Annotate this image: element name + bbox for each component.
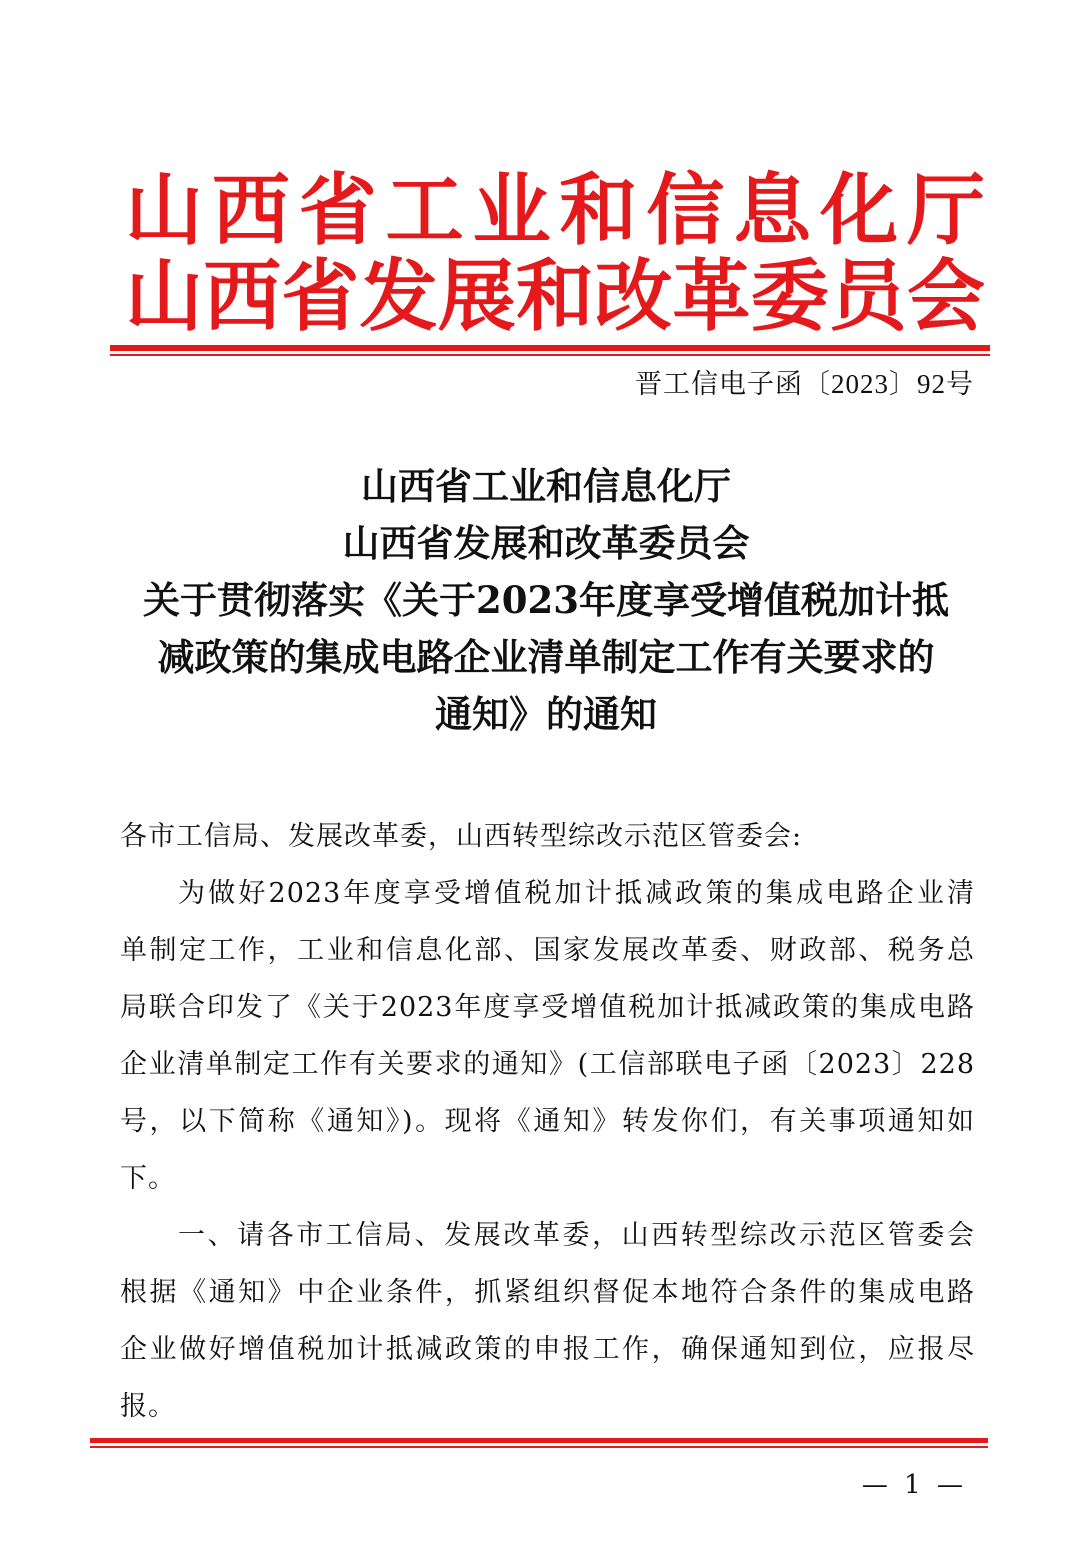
body-line: 局联合印发了《关于2023年度享受增值税加计抵减政策的集成电路	[120, 992, 975, 1023]
body-line: 报。	[120, 1391, 176, 1422]
paragraph	[120, 1207, 975, 1435]
document-number: 晋工信电子函〔2023〕92号	[635, 369, 974, 399]
page-number: — 1 —	[861, 1470, 967, 1500]
footer-red-rule-thick	[90, 1438, 988, 1443]
title-line: 山西省发展和改革委员会	[342, 521, 750, 565]
title-line: 通知》的通知	[435, 692, 657, 736]
header-red-rule-thin	[110, 354, 990, 356]
title-line: 山西省工业和信息化厅	[361, 464, 731, 508]
document-body	[120, 808, 975, 1435]
paragraph	[120, 865, 975, 1207]
body-line: 一、请各市工信局、发展改革委，山西转型综改示范区管委会	[178, 1220, 975, 1251]
body-line: 为做好2023年度享受增值税加计抵减政策的集成电路企业清	[178, 878, 975, 909]
body-line: 下。	[120, 1163, 176, 1194]
body-line: 企业清单制定工作有关要求的通知》(工信部联电子函〔2023〕228	[120, 1049, 975, 1080]
header-red-rule-thick	[110, 345, 990, 351]
org-line: 山西省工业和信息化厅	[125, 165, 985, 256]
footer-red-rule-thin	[90, 1446, 988, 1448]
title-line: 关于贯彻落实《关于2023年度享受增值税加计抵	[143, 578, 949, 622]
body-line: 根据《通知》中企业条件，抓紧组织督促本地符合条件的集成电路	[120, 1277, 975, 1308]
org-line: 山西省发展和改革委员会	[125, 251, 985, 342]
issuing-organizations-header	[125, 165, 985, 342]
body-line: 单制定工作，工业和信息化部、国家发展改革委、财政部、税务总	[120, 935, 975, 966]
salutation: 各市工信局、发展改革委，山西转型综改示范区管委会:	[120, 821, 803, 852]
title-line: 减政策的集成电路企业清单制定工作有关要求的	[157, 635, 935, 679]
document-title	[100, 458, 992, 743]
body-line: 号，以下简称《通知》)。现将《通知》转发你们，有关事项通知如	[120, 1106, 975, 1137]
body-line: 企业做好增值税加计抵减政策的申报工作，确保通知到位，应报尽	[120, 1334, 975, 1365]
